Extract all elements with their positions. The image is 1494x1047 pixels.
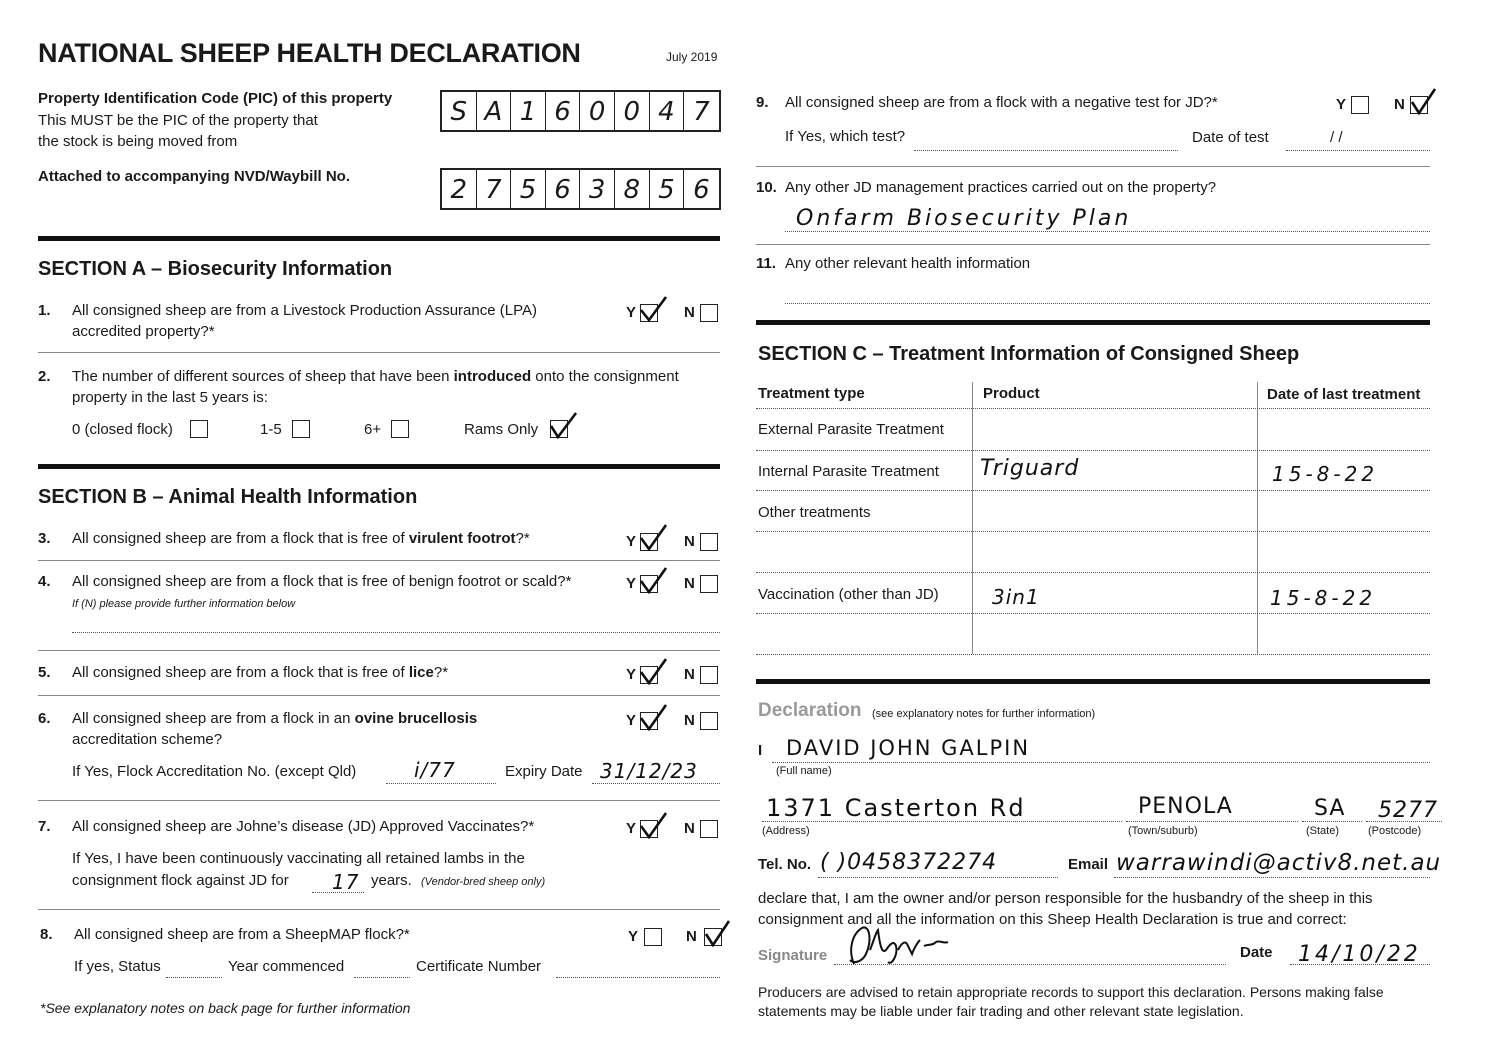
q4-text: All consigned sheep are from a flock that is free of benign footrot or scald?* xyxy=(72,573,572,590)
divider xyxy=(38,236,720,241)
nvd-label: Attached to accompanying NVD/Waybill No. xyxy=(38,168,350,185)
email-label: Email xyxy=(1068,856,1109,873)
q7-number: 7. xyxy=(38,818,51,835)
section-c-title: SECTION C – Treatment Information of Consigned Sheep xyxy=(758,343,1300,365)
q10-line xyxy=(785,231,1430,232)
pic-digit: S xyxy=(442,92,477,130)
q9-text: All consigned sheep are from a flock with a negative test for JD?* xyxy=(785,94,1218,111)
table-row-line xyxy=(756,654,1430,655)
declaration-title: Declaration xyxy=(758,700,862,721)
q3-text-a: All consigned sheep are from a flock that is free of xyxy=(72,530,409,547)
q9-which-label: If Yes, which test? xyxy=(785,128,906,145)
checkmark-icon xyxy=(547,410,579,442)
q3-no-label: N xyxy=(684,533,695,550)
checkmark-icon xyxy=(637,656,669,688)
email-line xyxy=(1114,877,1430,878)
nvd-digit: 3 xyxy=(580,170,615,208)
town-label: (Town/suburb) xyxy=(1128,825,1198,837)
signature-line xyxy=(834,964,1226,965)
town-value[interactable]: PENOLA xyxy=(1138,794,1233,819)
divider xyxy=(38,650,720,651)
q6-no-label: N xyxy=(684,712,695,729)
postcode-value[interactable]: 5277 xyxy=(1378,798,1438,823)
q5-no-checkbox[interactable] xyxy=(700,666,718,684)
q9-date-label: Date of test xyxy=(1192,129,1269,146)
q7-text: All consigned sheep are Johne’s disease (JD) Approved Vaccinates?* xyxy=(72,818,535,835)
q6-expiry-value[interactable]: 31/12/23 xyxy=(600,759,698,783)
state-value[interactable]: SA xyxy=(1314,796,1346,821)
q7-years-label: years. xyxy=(371,872,412,889)
q6-flock-line xyxy=(386,783,496,784)
table-row-line xyxy=(756,490,1430,491)
q8-year-line[interactable] xyxy=(354,977,410,978)
q4-note: If (N) please provide further information below xyxy=(72,598,296,610)
nvd-digit: 5 xyxy=(511,170,546,208)
q7-no-checkbox[interactable] xyxy=(700,820,718,838)
q2-text xyxy=(72,368,679,385)
warning-text: Producers are advised to retain appropriate records to support this declaration. Persons making false xyxy=(758,984,1384,1000)
q10-text: Any other JD management practices carried out on the property? xyxy=(785,179,1217,196)
table-cell-product[interactable]: Triguard xyxy=(980,456,1080,481)
table-cell-treatment: External Parasite Treatment xyxy=(758,421,944,438)
q6-text-bold: ovine brucellosis xyxy=(354,710,478,727)
checkmark-icon xyxy=(637,522,669,554)
pic-label: Property Identification Code (PIC) of this property xyxy=(38,90,393,107)
q7-note: (Vendor-bred sheep only) xyxy=(421,876,546,888)
table-cell-treatment: Other treatments xyxy=(758,504,871,521)
q2-6plus-checkbox[interactable] xyxy=(391,420,409,438)
pic-digit: 6 xyxy=(546,92,581,130)
q1-no-checkbox[interactable] xyxy=(700,304,718,322)
q2-1-5-checkbox[interactable] xyxy=(292,420,310,438)
divider xyxy=(38,560,720,561)
warning-text-line2: statements may be liable under fair trading and other relevant state legislation. xyxy=(758,1003,1244,1019)
divider xyxy=(38,352,720,353)
tel-label: Tel. No. xyxy=(758,856,812,873)
table-cell-product[interactable]: 3in1 xyxy=(992,585,1040,609)
postcode-label: (Postcode) xyxy=(1368,825,1422,837)
q2-text-a: The number of different sources of sheep that have been xyxy=(72,368,454,385)
q3-number: 3. xyxy=(38,530,51,547)
divider xyxy=(38,464,720,469)
declaration-statement-line2: consignment and all the information on this Sheep Health Declaration is true and correct: xyxy=(758,911,1347,928)
divider xyxy=(756,166,1430,167)
q5-text-bold: lice xyxy=(408,664,434,681)
full-name-label: (Full name) xyxy=(776,765,832,777)
q9-no-label: N xyxy=(1394,96,1405,113)
q6-flock-label: If Yes, Flock Accreditation No. (except Qld) xyxy=(72,763,357,780)
pic-digit: 0 xyxy=(580,92,615,130)
state-line xyxy=(1302,821,1362,822)
q8-yes-label: Y xyxy=(628,928,639,945)
q7-text-line3: consignment flock against JD for xyxy=(72,872,289,889)
nvd-digit: 6 xyxy=(693,175,710,205)
pic-digit: A xyxy=(477,92,512,130)
pic-digit-boxes[interactable] xyxy=(440,90,721,132)
pic-digit: 0 xyxy=(615,92,650,130)
checkmark-icon xyxy=(1408,86,1438,118)
q6-text-line2: accreditation scheme? xyxy=(72,731,223,748)
divider xyxy=(756,244,1430,245)
table-cell-date[interactable]: 15-8-22 xyxy=(1272,462,1379,486)
nvd-digit: 6 xyxy=(546,170,581,208)
q1-yes-label: Y xyxy=(626,304,637,321)
q5-number: 5. xyxy=(38,664,51,681)
q2-closed-checkbox[interactable] xyxy=(190,420,208,438)
declaration-statement: declare that, I am the owner and/or person responsible for the husbandry of the sheep in this xyxy=(758,890,1373,907)
divider xyxy=(38,909,720,910)
q6-text xyxy=(72,710,477,727)
q2-text-c: onto the consignment xyxy=(531,368,679,385)
q8-no-label: N xyxy=(686,928,697,945)
q9-which-line[interactable] xyxy=(914,150,1178,151)
q7-years-line xyxy=(312,892,364,893)
table-row-line xyxy=(756,531,1430,532)
q11-line[interactable] xyxy=(785,303,1430,304)
q8-cert-label: Certificate Number xyxy=(416,958,542,975)
q8-text: All consigned sheep are from a SheepMAP flock?* xyxy=(74,926,410,943)
q5-yes-label: Y xyxy=(626,666,637,683)
table-header-date: Date of last treatment xyxy=(1267,386,1421,403)
table-row-line xyxy=(756,450,1430,451)
q8-status-label: If yes, Status xyxy=(74,958,161,975)
full-name-line xyxy=(772,762,1430,763)
table-row-line xyxy=(756,408,1430,409)
handwritten-signature[interactable] xyxy=(840,920,960,970)
state-label: (State) xyxy=(1306,825,1340,837)
declaration-subtitle: (see explanatory notes for further information) xyxy=(872,708,1096,720)
nvd-digit: 5 xyxy=(650,170,685,208)
q3-text xyxy=(72,530,530,547)
divider xyxy=(38,800,720,801)
q9-date-value[interactable]: / / xyxy=(1330,129,1343,146)
q11-text: Any other relevant health information xyxy=(785,255,1031,272)
nvd-digit: 8 xyxy=(615,170,650,208)
q6-yes-label: Y xyxy=(626,712,637,729)
q3-yes-label: Y xyxy=(626,533,637,550)
table-cell-treatment: Vaccination (other than JD) xyxy=(758,586,939,603)
pic-label-line2: This MUST be the PIC of the property that xyxy=(38,112,318,129)
declaration-i-label: I xyxy=(758,742,763,759)
q9-yes-label: Y xyxy=(1336,96,1347,113)
footnote: *See explanatory notes on back page for further information xyxy=(40,1000,411,1016)
q10-value[interactable]: Onfarm Biosecurity Plan xyxy=(796,206,1132,231)
q2-option-closed: 0 (closed flock) xyxy=(72,421,173,438)
table-header-product: Product xyxy=(983,385,1040,402)
q5-no-label: N xyxy=(684,666,695,683)
nvd-digit: 2 xyxy=(442,170,477,208)
q2-number: 2. xyxy=(38,368,51,385)
q8-status-line[interactable] xyxy=(166,977,222,978)
date-value[interactable]: 14/10/22 xyxy=(1298,942,1421,967)
q6-expiry-label: Expiry Date xyxy=(505,763,583,780)
q4-info-line[interactable] xyxy=(72,632,720,633)
table-header-treatment: Treatment type xyxy=(758,385,865,402)
q2-option-rams-only: Rams Only xyxy=(464,421,539,438)
checkmark-icon xyxy=(637,565,669,597)
pic-label-line3: the stock is being moved from xyxy=(38,133,238,150)
q6-no-checkbox[interactable] xyxy=(700,712,718,730)
q7-no-label: N xyxy=(684,820,695,837)
q8-cert-line[interactable] xyxy=(556,977,720,978)
form-version: July 2019 xyxy=(666,50,718,64)
q3-text-c: ?* xyxy=(515,530,530,547)
q3-no-checkbox[interactable] xyxy=(700,533,718,551)
address-value[interactable]: 1371 Casterton Rd xyxy=(766,794,1026,822)
postcode-line xyxy=(1366,821,1442,822)
q4-yes-label: Y xyxy=(626,575,637,592)
date-label: Date xyxy=(1240,944,1273,961)
q7-years-value[interactable]: 17 xyxy=(332,870,360,894)
table-cell-date[interactable]: 15-8-22 xyxy=(1270,586,1377,610)
q4-number: 4. xyxy=(38,573,51,590)
checkmark-icon xyxy=(702,918,732,950)
address-line xyxy=(762,821,1122,822)
q1-number: 1. xyxy=(38,302,51,319)
tel-value[interactable]: ( )0458372274 xyxy=(820,850,998,875)
nvd-digit: 7 xyxy=(477,170,512,208)
signature-label: Signature xyxy=(758,947,828,964)
q2-text-line2: property in the last 5 years is: xyxy=(72,389,268,406)
q8-yes-checkbox[interactable] xyxy=(644,928,662,946)
pic-digit: 1 xyxy=(511,92,546,130)
q5-text-c: ?* xyxy=(433,664,449,681)
section-b-title: SECTION B – Animal Health Information xyxy=(38,486,418,508)
q7-yes-label: Y xyxy=(626,820,637,837)
table-cell-treatment: Internal Parasite Treatment xyxy=(758,463,939,480)
q4-no-checkbox[interactable] xyxy=(700,575,718,593)
q2-option-6plus: 6+ xyxy=(364,421,382,438)
checkmark-icon xyxy=(637,294,669,326)
tel-line xyxy=(818,877,1058,878)
pic-digit: 7 xyxy=(693,97,710,127)
form-title: NATIONAL SHEEP HEALTH DECLARATION xyxy=(38,38,581,68)
address-label: (Address) xyxy=(762,825,810,837)
q3-text-bold: virulent footrot xyxy=(408,530,516,547)
q8-number: 8. xyxy=(40,926,53,943)
q6-number: 6. xyxy=(38,710,51,727)
divider xyxy=(38,695,720,696)
nvd-digit-boxes[interactable] xyxy=(440,168,721,210)
checkmark-icon xyxy=(637,702,669,734)
q2-text-bold: introduced xyxy=(453,368,532,385)
checkmark-icon xyxy=(637,810,669,842)
q1-no-label: N xyxy=(684,304,695,321)
section-a-title: SECTION A – Biosecurity Information xyxy=(38,258,393,280)
table-row-line xyxy=(756,572,1430,573)
email-value[interactable]: warrawindi@activ8.net.au xyxy=(1116,850,1442,876)
q5-text xyxy=(72,664,448,681)
q6-flock-value[interactable]: i/77 xyxy=(414,758,456,782)
q5-text-a: All consigned sheep are from a flock that is free of xyxy=(72,664,409,681)
pic-digit: 4 xyxy=(650,92,685,130)
q9-yes-checkbox[interactable] xyxy=(1351,96,1369,114)
table-row-line xyxy=(756,613,1430,614)
town-line xyxy=(1126,821,1298,822)
q9-date-line xyxy=(1286,150,1430,151)
q4-no-label: N xyxy=(684,575,695,592)
q7-text-line2: If Yes, I have been continuously vaccinating all retained lambs in the xyxy=(72,850,525,867)
q8-year-label: Year commenced xyxy=(228,958,345,975)
q1-text-line2: accredited property?* xyxy=(72,323,215,340)
q11-number: 11. xyxy=(756,255,777,272)
divider xyxy=(756,320,1430,325)
date-line xyxy=(1290,964,1430,965)
full-name-value[interactable]: DAVID JOHN GALPIN xyxy=(786,736,1031,760)
q10-number: 10. xyxy=(756,179,777,196)
divider xyxy=(756,679,1430,684)
q2-option-1-5: 1-5 xyxy=(260,421,282,438)
q6-expiry-line xyxy=(592,783,720,784)
q6-text-a: All consigned sheep are from a flock in an xyxy=(72,710,355,727)
q9-number: 9. xyxy=(756,94,769,111)
q1-text: All consigned sheep are from a Livestock Production Assurance (LPA) xyxy=(72,302,537,319)
